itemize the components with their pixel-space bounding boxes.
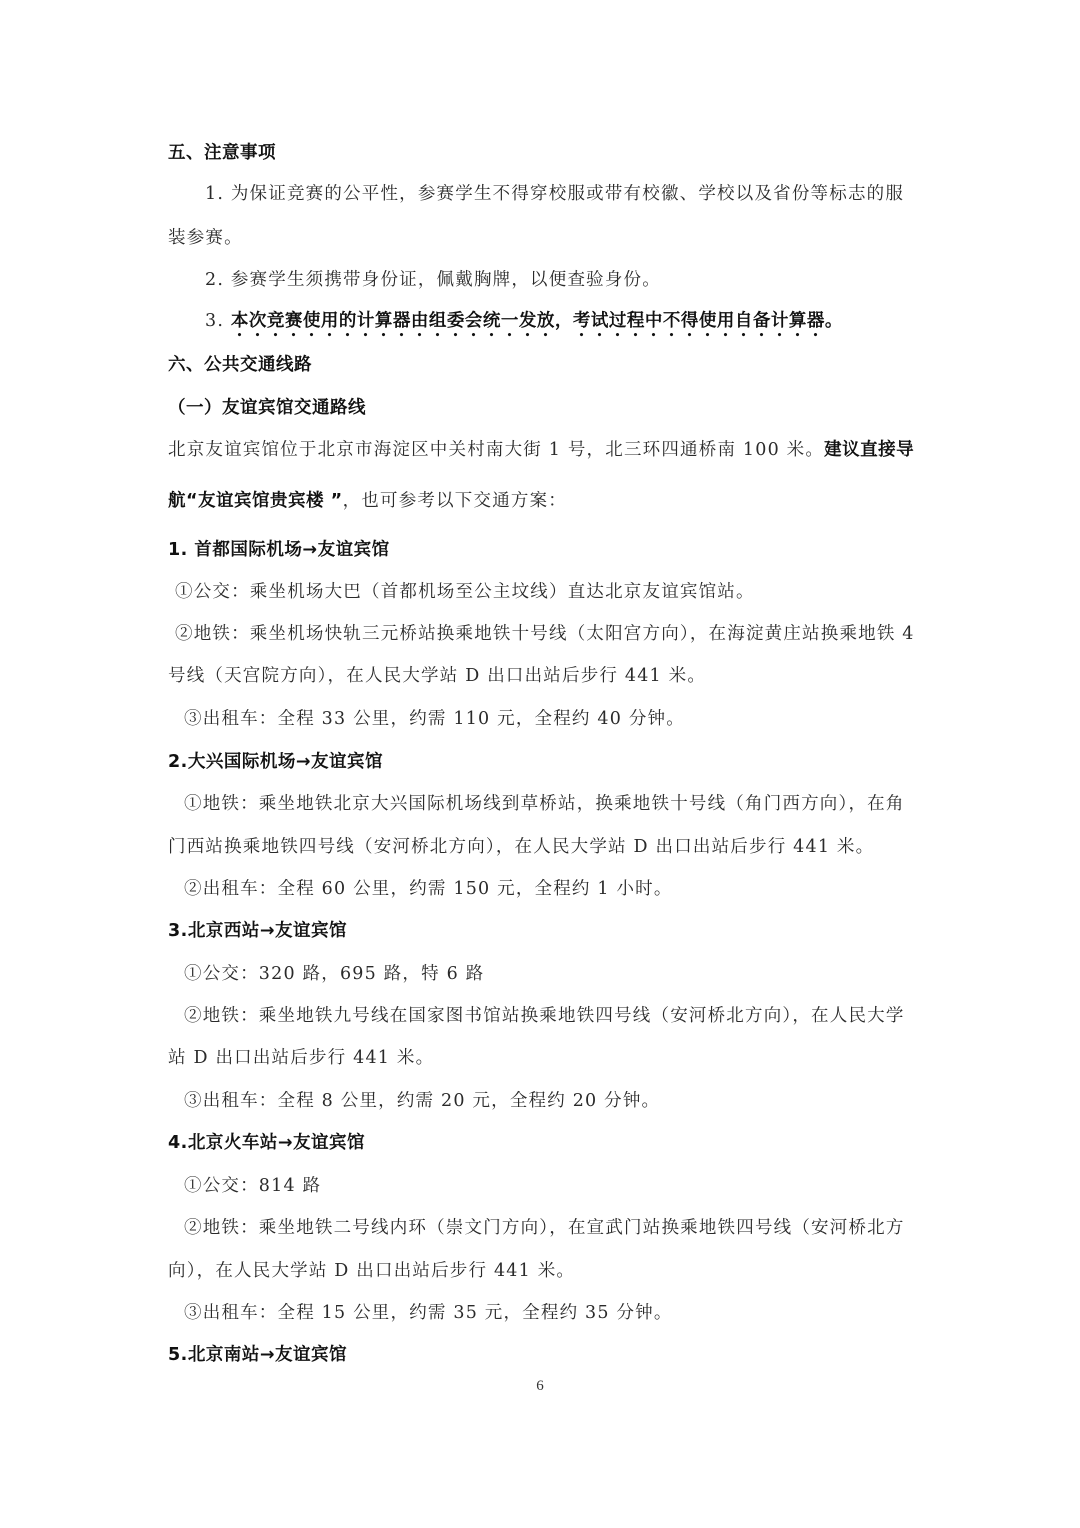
route-1-heading: 1. 首都国际机场→友谊宾馆 [168, 540, 390, 560]
intro-line-1 [168, 438, 914, 462]
route-3-heading: 3.北京西站→友谊宾馆 [168, 921, 347, 941]
route-4-line: ③出租车：全程 15 公里，约需 35 元，全程约 35 分钟。 [184, 1303, 673, 1323]
page-number: 6 [536, 1378, 544, 1394]
intro-line-2-plain: ，也可参考以下交通方案： [342, 491, 568, 511]
notice-item-1-line-2: 装参赛。 [168, 228, 243, 248]
route-4-heading: 4.北京火车站→友谊宾馆 [168, 1133, 365, 1153]
route-1-line: ①公交：乘坐机场大巴（首都机场至公主坟线）直达北京友谊宾馆站。 [175, 582, 755, 602]
route-2-line: ①地铁：乘坐地铁北京大兴国际机场线到草桥站，换乘地铁十号线（角门西方向），在角 [184, 794, 905, 814]
notice-item-3-text: 本次竞赛使用的计算器由组委会统一发放，考试过程中不得使用自备计算器。 [230, 311, 843, 331]
route-1-line: 号线（天宫院方向），在人民大学站 D 出口出站后步行 441 米。 [168, 666, 707, 686]
route-4-line: 向），在人民大学站 D 出口出站后步行 441 米。 [168, 1261, 576, 1281]
route-2-line: 门西站换乘地铁四号线（安河桥北方向），在人民大学站 D 出口出站后步行 441 米。 [168, 837, 875, 857]
route-2-heading: 2.大兴国际机场→友谊宾馆 [168, 752, 383, 772]
route-4-line: ①公交：814 路 [184, 1176, 322, 1196]
intro-line-1-bold: 建议直接导 [824, 440, 915, 460]
intro-line-2-bold: 航“友谊宾馆贵宾楼 ” [168, 491, 343, 511]
notice-item-2: 2. 参赛学生须携带身份证，佩戴胸牌，以便查验身份。 [205, 270, 661, 290]
section-6-heading: 六、公共交通线路 [168, 355, 312, 375]
route-3-line: ①公交：320 路，695 路，特 6 路 [184, 964, 485, 984]
route-2-line: ②出租车：全程 60 公里，约需 150 元，全程约 1 小时。 [184, 879, 673, 899]
intro-line-2 [168, 489, 567, 513]
route-5-heading: 5.北京南站→友谊宾馆 [168, 1345, 347, 1365]
route-3-line: 站 D 出口出站后步行 441 米。 [168, 1048, 435, 1068]
intro-line-1-plain: 北京友谊宾馆位于北京市海淀区中关村南大街 1 号，北三环四通桥南 100 米。 [168, 440, 825, 460]
route-3-line: ②地铁：乘坐地铁九号线在国家图书馆站换乘地铁四号线（安河桥北方向），在人民大学 [184, 1006, 905, 1026]
notice-item-3 [205, 309, 843, 341]
subsection-1-heading: （一）友谊宾馆交通路线 [168, 398, 366, 418]
section-5-heading: 五、注意事项 [168, 143, 276, 163]
route-1-line: ③出租车：全程 33 公里，约需 110 元，全程约 40 分钟。 [184, 709, 685, 729]
route-3-line: ③出租车：全程 8 公里，约需 20 元，全程约 20 分钟。 [184, 1091, 661, 1111]
route-1-line: ②地铁：乘坐机场快轨三元桥站换乘地铁十号线（太阳宫方向），在海淀黄庄站换乘地铁 4 [175, 624, 915, 644]
notice-item-1-line-1: 1. 为保证竞赛的公平性，参赛学生不得穿校服或带有校徽、学校以及省份等标志的服 [205, 184, 905, 204]
notice-item-3-number: 3. [205, 311, 231, 331]
route-4-line: ②地铁：乘坐地铁二号线内环（崇文门方向），在宣武门站换乘地铁四号线（安河桥北方 [184, 1218, 905, 1238]
